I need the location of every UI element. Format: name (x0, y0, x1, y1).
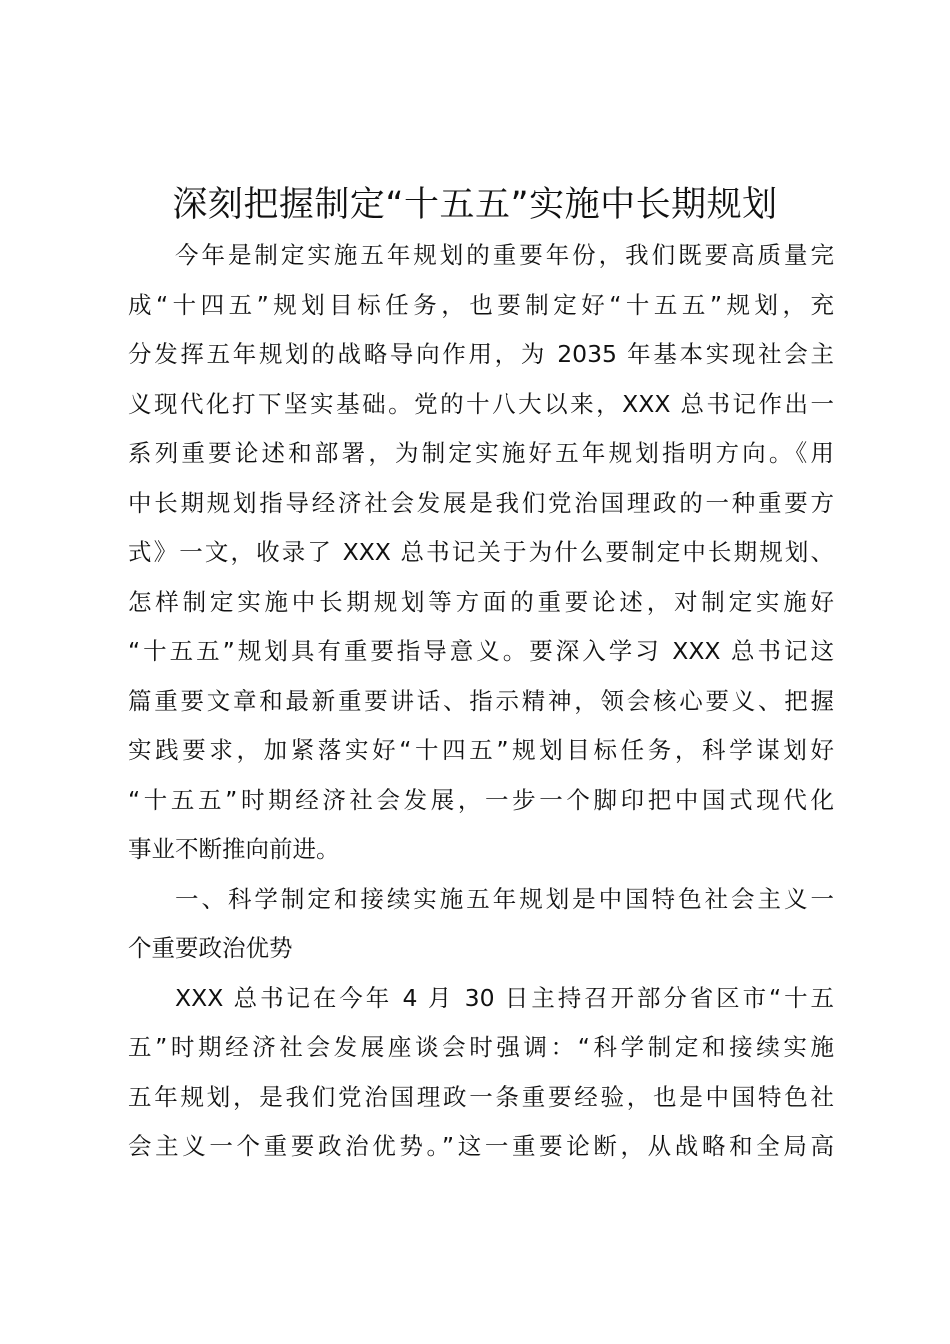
document-body (128, 231, 834, 1172)
text-line: 怎样制定实施中长期规划等方面的重要论述，对制定实施好 (128, 587, 834, 616)
text-line: 系列重要论述和部署，为制定实施好五年规划指明方向。《用 (128, 439, 834, 467)
text-line: 中长期规划指导经济社会发展是我们党治国理政的一种重要方 (128, 488, 834, 517)
document-title: 深刻把握制定“十五五”实施中长期规划 (172, 185, 778, 225)
text-line: 分发挥五年规划的战略导向作用，为 2035 年基本实现社会主 (128, 340, 834, 368)
section-heading-line: 个重要政治优势 (128, 934, 293, 962)
text-line: 式》一文，收录了 XXX 总书记关于为什么要制定中长期规划、 (128, 538, 834, 566)
text-line: 成“十四五”规划目标任务，也要制定好“十五五”规划，充 (128, 290, 834, 319)
text-line: 篇重要文章和最新重要讲话、指示精神，领会核心要义、把握 (128, 686, 834, 715)
text-line: 实践要求，加紧落实好“十四五”规划目标任务，科学谋划好 (128, 736, 834, 764)
text-line: 五年规划，是我们党治国理政一条重要经验，也是中国特色社 (128, 1082, 834, 1111)
text-line: 会主义一个重要政治优势。”这一重要论断，从战略和全局高 (128, 1132, 834, 1160)
text-line: 义现代化打下坚实基础。党的十八大以来，XXX 总书记作出一 (128, 389, 834, 418)
section-heading-line: 一、科学制定和接续实施五年规划是中国特色社会主义一 (175, 884, 834, 913)
text-line: 五”时期经济社会发展座谈会时强调：“科学制定和接续实施 (128, 1033, 834, 1061)
text-line: 今年是制定实施五年规划的重要年份，我们既要高质量完 (175, 241, 834, 269)
text-line: “十五五”规划具有重要指导意义。要深入学习 XXX 总书记这 (128, 637, 834, 665)
text-line: XXX 总书记在今年 4 月 30 日主持召开部分省区市“十五 (175, 983, 834, 1012)
text-line: 事业不断推向前进。 (128, 835, 340, 863)
text-line: “十五五”时期经济社会发展，一步一个脚印把中国式现代化 (128, 785, 834, 814)
